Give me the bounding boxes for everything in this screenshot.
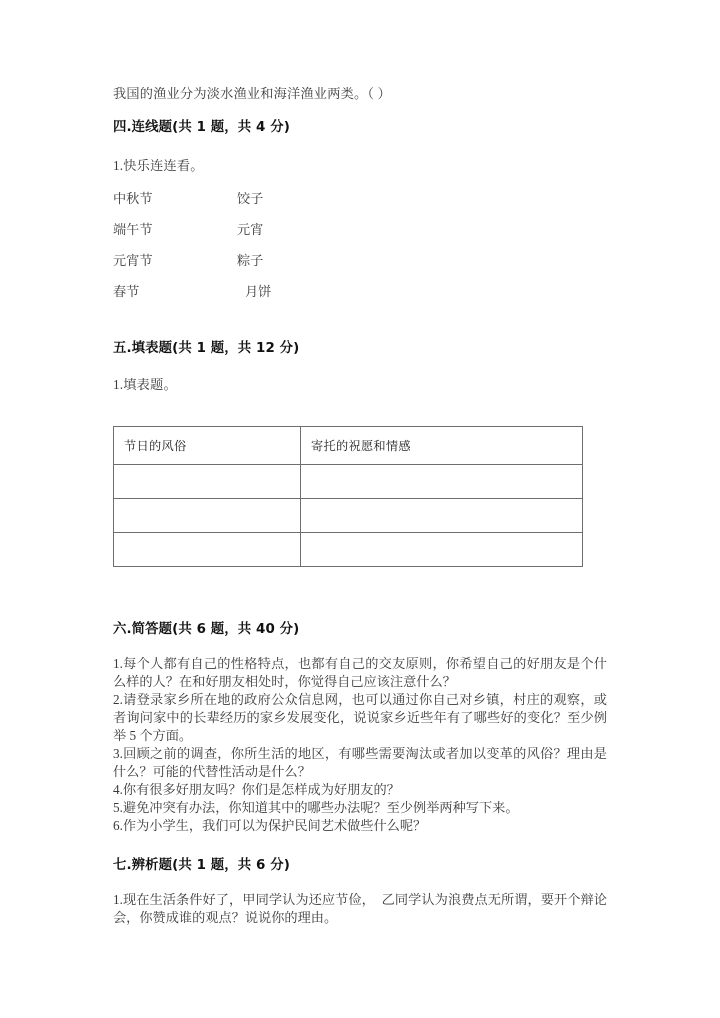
question-item: 4.你有很多好朋友吗？你们是怎样成为好朋友的？ [113,782,400,797]
section-heading-matching: 四.连线题(共 1 题，共 4 分) [113,120,290,135]
question-item: 1.每个人都有自己的性格特点，也都有自己的交友原则，你希望自己的好朋友是个什么样的人？在和好朋友相处时，你觉得自己应该注意什么？ [113,656,607,689]
table-cell-answer[interactable] [301,533,583,567]
matching-exercise [113,190,443,314]
matching-row [113,221,443,252]
question-item: 5.避免冲突有办法，你知道其中的哪些办法呢？至少例举两种写下来。 [113,800,519,815]
section-heading-analysis: 七.辨析题(共 1 题，共 6 分) [113,858,290,873]
fill-in-table [113,426,583,567]
matching-left-item[interactable]: 元宵节 [113,253,153,268]
matching-left-item[interactable]: 春节 [113,284,140,299]
question-item: 1.现在生活条件好了，甲同学认为还应节俭， 乙同学认为浪费点无所谓，要开个辩论会，你赞成谁的观点？说说你的理由。 [113,892,607,925]
table-row [114,465,583,499]
table-cell-answer[interactable] [114,465,301,499]
matching-question-label: 1.快乐连连看。 [113,158,204,173]
judgement-item-10: 我国的渔业分为淡水渔业和海洋渔业两类。（ ） [113,86,392,101]
short-answer-question-list [113,655,607,835]
fill-table-question-label: 1.填表题。 [113,377,177,392]
matching-left-item[interactable]: 中秋节 [113,191,153,206]
table-header-cell: 寄托的祝愿和情感 [301,427,583,465]
table-row [114,533,583,567]
table-header-cell: 节日的风俗 [114,427,301,465]
matching-left-item[interactable]: 端午节 [113,222,153,237]
table-cell-answer[interactable] [114,499,301,533]
table-header-row [114,427,583,465]
matching-right-item[interactable]: 元宵 [237,222,264,237]
matching-row [113,283,443,314]
matching-right-item[interactable]: 饺子 [237,191,264,206]
matching-right-item[interactable]: 月饼 [245,284,272,299]
analysis-question-list [113,891,607,927]
question-item: 2.请登录家乡所在地的政府公众信息网，也可以通过你自己对乡镇，村庄的观察，或者询问家中的长辈经历的家乡发展变化，说说家乡近些年有了哪些好的变化？至少例举 5 个方面。 [113,692,607,743]
matching-right-item[interactable]: 粽子 [237,253,264,268]
section-heading-fill-table: 五.填表题(共 1 题，共 12 分) [113,341,300,356]
table-cell-answer[interactable] [114,533,301,567]
matching-row [113,252,443,283]
question-item: 6.作为小学生，我们可以为保护民间艺术做些什么呢？ [113,818,427,833]
table-cell-answer[interactable] [301,465,583,499]
table-row [114,499,583,533]
question-item: 3.回顾之前的调查，你所生活的地区，有哪些需要淘汰或者加以变革的风俗？理由是什么？可能的代替性活动是什么？ [113,746,607,779]
section-heading-short-answer: 六.简答题(共 6 题，共 40 分) [113,622,300,637]
matching-row [113,190,443,221]
table-cell-answer[interactable] [301,499,583,533]
